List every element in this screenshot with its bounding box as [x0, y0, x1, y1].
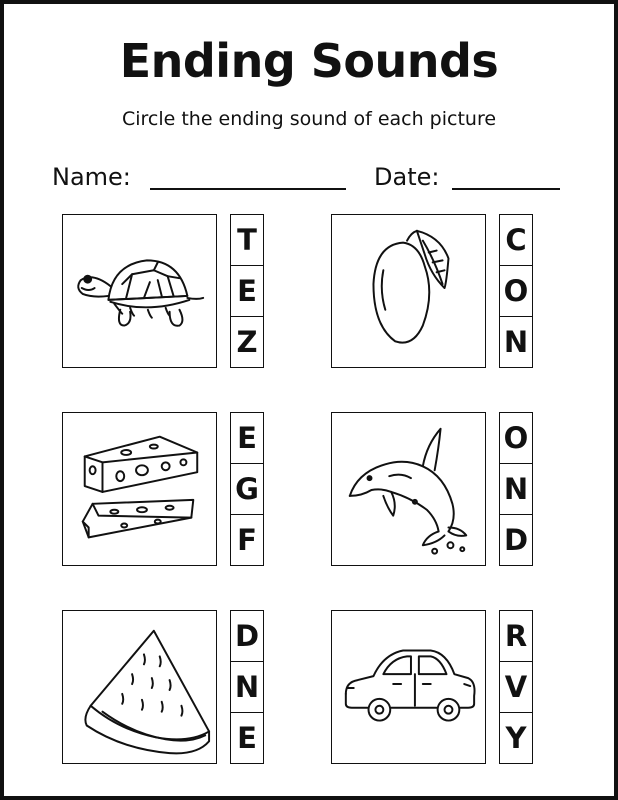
cheese-icon	[63, 413, 216, 565]
letter-option[interactable]: C	[500, 215, 532, 266]
date-field[interactable]	[452, 188, 560, 190]
letter-choices-6	[499, 610, 533, 764]
letter-option[interactable]: F	[237, 523, 257, 557]
letter-option[interactable]: D	[503, 523, 529, 557]
letter-option[interactable]: E	[237, 721, 257, 755]
mango-icon	[332, 215, 485, 367]
letter-choices-5	[230, 610, 264, 764]
car-icon	[332, 611, 485, 763]
letter-option[interactable]: N	[503, 325, 529, 359]
letter-option[interactable]: O	[500, 413, 532, 464]
letter-choices-3	[230, 412, 264, 566]
picture-box-dolphin	[331, 412, 486, 566]
name-field[interactable]	[150, 188, 346, 190]
picture-box-car	[331, 610, 486, 764]
picture-box-watermelon	[62, 610, 217, 764]
picture-box-mango	[331, 214, 486, 368]
letter-option[interactable]: R	[500, 611, 532, 662]
picture-box-cheese	[62, 412, 217, 566]
letter-option[interactable]: G	[231, 464, 263, 515]
instructions: Circle the ending sound of each picture	[121, 108, 497, 130]
letter-option[interactable]: N	[500, 464, 532, 515]
letter-option[interactable]: O	[500, 266, 532, 317]
letter-option[interactable]: Z	[236, 325, 258, 359]
watermelon-icon	[63, 611, 216, 763]
turtle-icon	[63, 215, 216, 367]
letter-option[interactable]: E	[231, 266, 263, 317]
letter-choices-4	[499, 412, 533, 566]
letter-option[interactable]: V	[500, 662, 532, 713]
letter-option[interactable]: Y	[505, 721, 527, 755]
name-label: Name:	[52, 163, 131, 191]
letter-choices-2	[499, 214, 533, 368]
page-title: Ending Sounds	[119, 34, 499, 88]
letter-option[interactable]: E	[231, 413, 263, 464]
picture-box-turtle	[62, 214, 217, 368]
letter-option[interactable]: N	[231, 662, 263, 713]
letter-choices-1	[230, 214, 264, 368]
date-label: Date:	[374, 163, 440, 191]
dolphin-icon	[332, 413, 485, 565]
letter-option[interactable]: T	[231, 215, 263, 266]
letter-option[interactable]: D	[231, 611, 263, 662]
